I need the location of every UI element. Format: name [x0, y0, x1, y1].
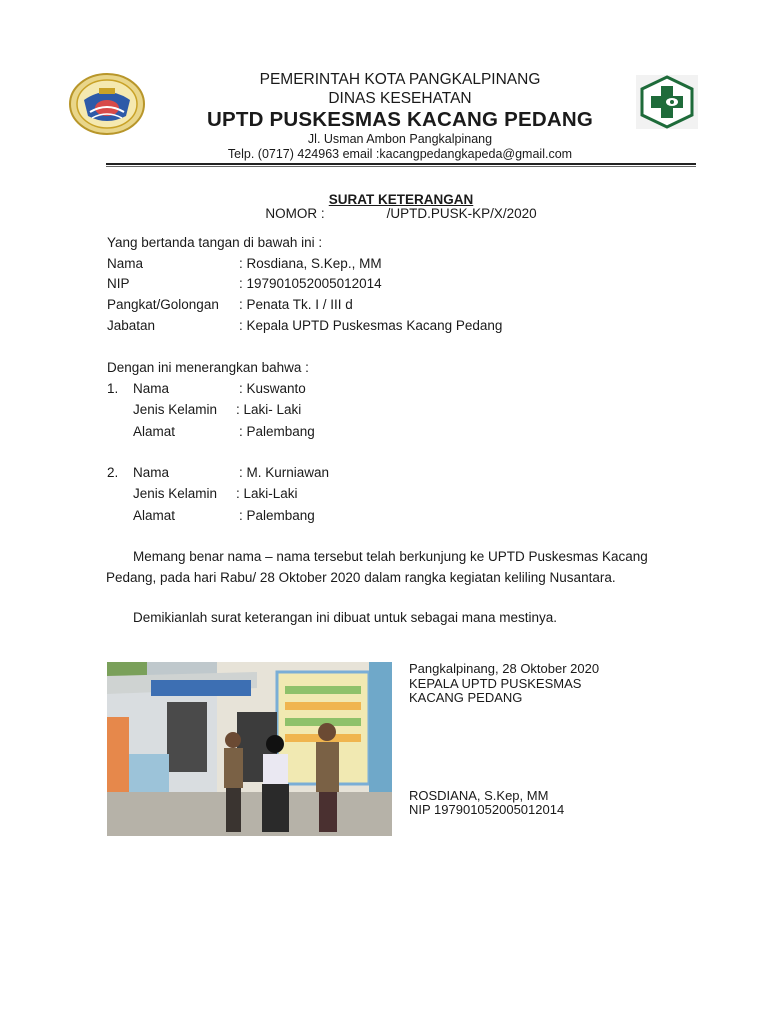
- person-number: 1.: [107, 381, 119, 396]
- signature-place-date: Pangkalpinang, 28 Oktober 2020: [409, 661, 600, 676]
- field-label: Alamat: [133, 424, 176, 439]
- intro-text: Yang bertanda tangan di bawah ini :: [107, 235, 323, 250]
- signature-nip: NIP 197901052005012014: [409, 802, 565, 817]
- field-label: Alamat: [133, 508, 176, 523]
- field-label: NIP: [107, 276, 130, 291]
- header-address: Jl. Usman Ambon Pangkalpinang: [307, 132, 493, 146]
- field-value: : Palembang: [239, 508, 315, 523]
- header-government: PEMERINTAH KOTA PANGKALPINANG: [259, 71, 541, 88]
- header-divider: [106, 163, 696, 165]
- header-divider-thin: [106, 166, 696, 167]
- field-label: Nama: [107, 256, 144, 271]
- field-value: : Palembang: [239, 424, 315, 439]
- document-number: [150, 206, 652, 221]
- field-value: : Kepala UPTD Puskesmas Kacang Pedang: [239, 318, 503, 333]
- nomor-label: NOMOR :: [265, 206, 325, 221]
- field-label: Jabatan: [107, 318, 156, 333]
- header-department: DINAS KESEHATAN: [328, 90, 472, 107]
- closing-paragraph: Demikianlah surat keterangan ini dibuat untuk sebagai mana mestinya.: [133, 610, 557, 625]
- field-value: : 197901052005012014: [239, 276, 382, 291]
- field-value: : M. Kurniawan: [239, 465, 330, 480]
- document-title: SURAT KETERANGAN: [328, 192, 474, 207]
- header-contact: Telp. (0717) 424963 email :kacangpedangkapeda@gmail.com: [227, 147, 573, 161]
- field-label: Jenis Kelamin: [133, 402, 218, 417]
- field-label: Nama: [133, 381, 170, 396]
- field-label: Nama: [133, 465, 170, 480]
- field-label: Jenis Kelamin: [133, 486, 218, 501]
- field-label: Pangkat/Golongan: [107, 297, 219, 312]
- signature-position: KEPALA UPTD PUSKESMAS: [409, 676, 582, 691]
- field-value: : Laki- Laki: [236, 402, 302, 417]
- body-paragraph: Memang benar nama – nama tersebut telah berkunjung ke UPTD Puskesmas Kacang Pedang, pada hari Rabu/ 28 Oktober 2020 dalam rangka kegiatan keliling Nusantara.: [106, 549, 648, 585]
- person-number: 2.: [107, 465, 119, 480]
- city-emblem-logo: [68, 72, 146, 136]
- field-value: : Penata Tk. I / III d: [239, 297, 353, 312]
- field-value: : Kuswanto: [239, 381, 306, 396]
- nomor-value: /UPTD.PUSK-KP/X/2020: [386, 206, 537, 221]
- field-value: : Rosdiana, S.Kep., MM: [239, 256, 382, 271]
- declare-text: Dengan ini menerangkan bahwa :: [107, 360, 309, 375]
- field-value: : Laki-Laki: [236, 486, 298, 501]
- signature-position-2: KACANG PEDANG: [409, 690, 523, 705]
- signature-name: ROSDIANA, S.Kep, MM: [409, 788, 549, 803]
- visit-photo: [107, 662, 392, 836]
- header-institution: UPTD PUSKESMAS KACANG PEDANG: [206, 108, 594, 131]
